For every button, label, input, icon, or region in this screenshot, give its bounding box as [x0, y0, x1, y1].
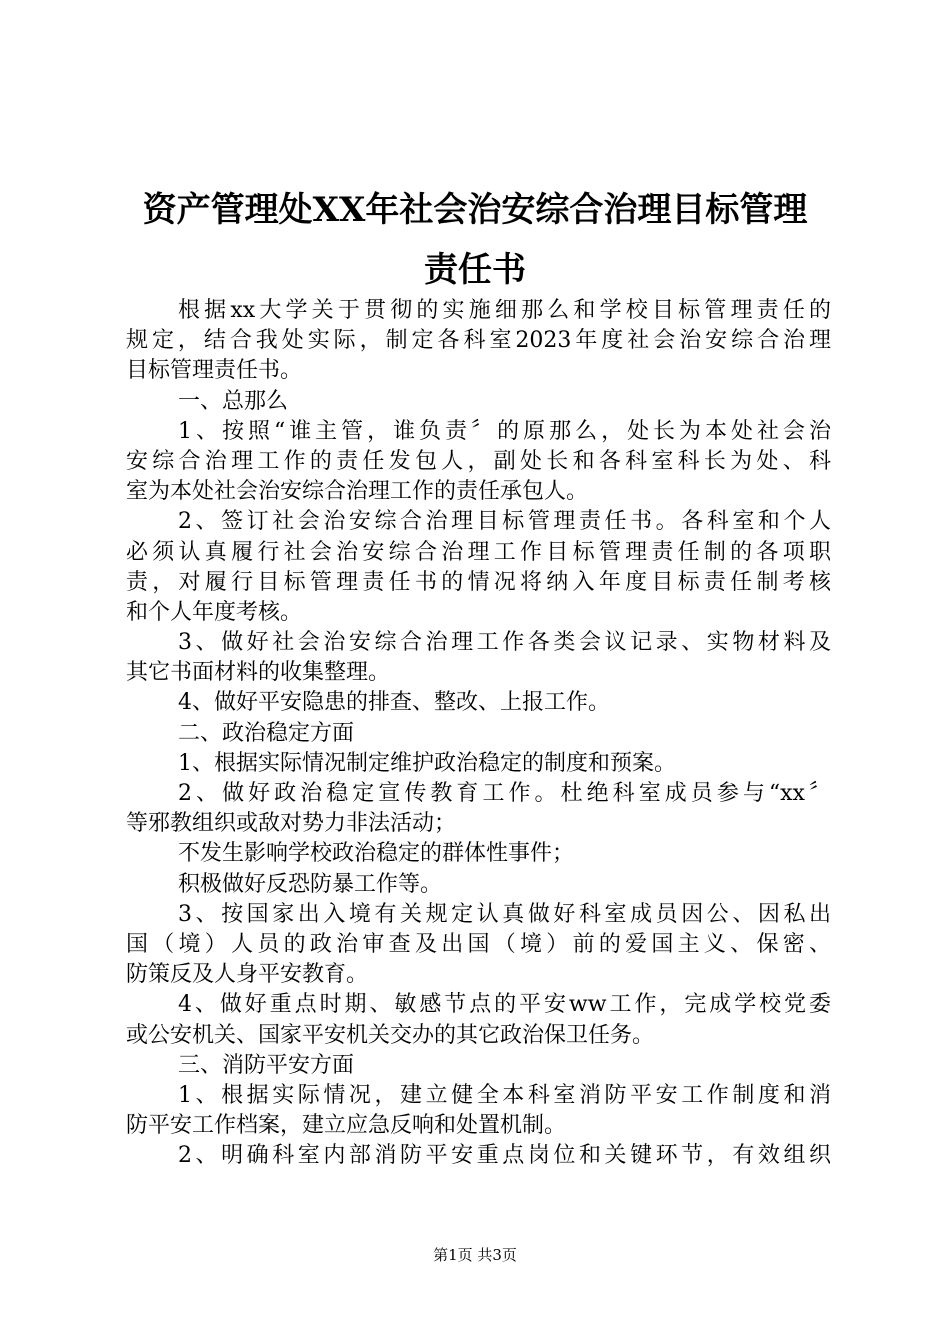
text-line: 一、总那么 [178, 388, 289, 414]
text-line: 等邪教组织或敌对势力非法活动； [126, 811, 457, 837]
text-line: 安综合治理工作的责任发包人，副处长和各科室科长为处、科 [126, 448, 831, 474]
text-line: 1、按照“谁主管，谁负责〞的原那么，处长为本处社会治 [178, 418, 831, 444]
text-line: 目标管理责任书。 [126, 358, 303, 384]
text-line: 和个人年度考核。 [126, 599, 303, 625]
text-line: 责，对履行目标管理责任书的情况将纳入年度目标责任制考核 [126, 569, 831, 595]
text-line: 1、根据实际情况制定维护政治稳定的制度和预案。 [178, 750, 676, 776]
text-line: 规定，结合我处实际，制定各科室2023年度社会治安综合治理 [126, 328, 831, 354]
text-line: 二、政治稳定方面 [178, 720, 355, 746]
text-line: 防平安工作档案，建立应急反响和处置机制。 [126, 1113, 567, 1139]
text-line: 必须认真履行社会治安综合治理工作目标管理责任制的各项职 [126, 539, 831, 565]
document-title-line-2: 责任书 [424, 250, 526, 290]
text-line: 3、做好社会治安综合治理工作各类会议记录、实物材料及 [178, 630, 831, 656]
text-line: 防策反及人身平安教育。 [126, 962, 369, 988]
text-line: 室为本处社会治安综合治理工作的责任承包人。 [126, 479, 589, 505]
text-line: 不发生影响学校政治稳定的群体性事件； [178, 841, 575, 867]
document-body [126, 296, 831, 1171]
text-line: 或公安机关、国家平安机关交办的其它政治保卫任务。 [126, 1022, 655, 1048]
text-line: 4、做好平安隐患的排查、整改、上报工作。 [178, 690, 610, 716]
text-line: 2、明确科室内部消防平安重点岗位和关键环节，有效组织 [178, 1143, 831, 1169]
text-line: 积极做好反恐防暴工作等。 [178, 871, 443, 897]
text-line: 2、做好政治稳定宣传教育工作。杜绝科室成员参与“xx〞 [178, 781, 831, 806]
document-title-line-1: 资产管理处XX年社会治安综合治理目标管理 [142, 190, 808, 230]
text-line: 3、按国家出入境有关规定认真做好科室成员因公、因私出 [178, 901, 831, 927]
text-line: 1、根据实际情况，建立健全本科室消防平安工作制度和消 [178, 1082, 831, 1108]
page-footer: 第1页 共3页 [433, 1246, 517, 1264]
text-line: 其它书面材料的收集整理。 [126, 660, 391, 686]
text-line: 2、签订社会治安综合治理目标管理责任书。各科室和个人 [178, 509, 831, 535]
text-line: 国（境）人员的政治审查及出国（境）前的爱国主义、保密、 [126, 931, 831, 957]
text-line: 根据xx大学关于贯彻的实施细那么和学校目标管理责任的 [178, 298, 831, 323]
text-line: 三、消防平安方面 [178, 1052, 355, 1078]
text-line: 4、做好重点时期、敏感节点的平安ww工作，完成学校党委 [178, 992, 831, 1018]
